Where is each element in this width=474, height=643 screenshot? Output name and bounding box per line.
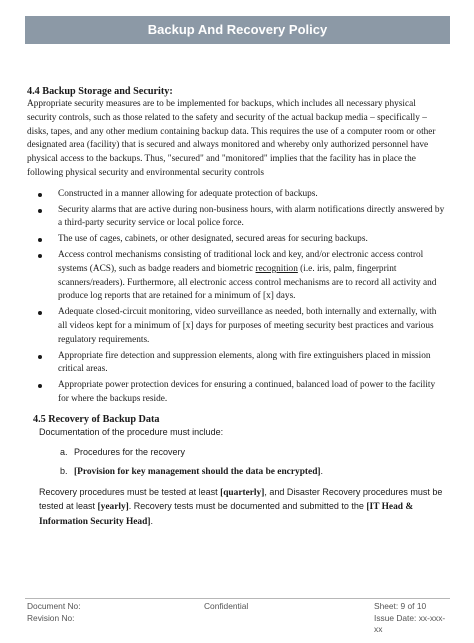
list-item: Adequate closed-circuit monitoring, video surveillance as needed, both internally and externally, with all videos kept for a minimum of [x] days for purposes of meeting security best practices and various regulatory requirements.: [27, 306, 447, 347]
list-item: Constructed in a manner allowing for adequate protection of backups.: [27, 188, 447, 202]
issue-date: Issue Date: xx-xxx-xx: [374, 612, 446, 634]
underlined-word: recognition: [255, 263, 298, 274]
document-body: [27, 85, 447, 529]
documentation-requirement: Documentation of the procedure must include:: [39, 426, 224, 437]
bullet-icon: [38, 355, 42, 359]
bullet-icon: [38, 193, 42, 197]
list-item: Appropriate fire detection and suppression elements, along with fire extinguishers placed in mission critical areas.: [27, 350, 447, 378]
list-item: Appropriate power protection devices for ensuring a continued, balanced load of power to the facility for where the backups reside.: [27, 379, 447, 407]
list-item: Security alarms that are active during non-business hours, with alarm notifications directly answered by a third-party security service or local police force.: [27, 204, 447, 232]
footer-divider: [25, 598, 450, 599]
page-footer: [27, 601, 447, 634]
item-letter: b.: [60, 466, 68, 477]
bullet-icon: [38, 238, 42, 242]
section-4-4-intro: Appropriate security measures are to be implemented for backups, which includes all necessary physical security controls, such as those related to the safety and security of the actual backup media – specifically – disks, tapes, and any other medium containing backup data. This requires the use of a computer room or other designated area (facility) that is secured and always monitored and whereby only authorized personnel have physical access to the backups. Thus, "secured" and "monitored" implies that the facility has in place the following physical security and environmental security controls: [27, 99, 436, 178]
item-letter: a.: [60, 446, 68, 457]
list-item: a. Procedures for the recovery: [27, 446, 447, 460]
recovery-testing-paragraph: Recovery procedures must be tested at least [quarterly], and Disaster Recovery procedures must be tested at least [yearly]. Recovery tests must be documented and submitted to the [IT Head & Information Security Head].: [39, 487, 443, 527]
bullet-icon: [38, 254, 42, 258]
document-title: Backup And Recovery Policy: [147, 22, 328, 37]
document-title-banner: [25, 16, 450, 44]
bullet-icon: [38, 384, 42, 388]
section-heading-4-4: 4.4 Backup Storage and Security:: [27, 86, 173, 97]
bullet-icon: [38, 209, 42, 213]
security-controls-list: [27, 188, 447, 407]
classification-label: Confidential: [204, 601, 249, 611]
revision-number-label: Revision No:: [27, 612, 75, 623]
bullet-icon: [38, 311, 42, 315]
list-item: The use of cages, cabinets, or other designated, secured areas for securing backups.: [27, 233, 447, 247]
section-heading-4-5: 4.5 Recovery of Backup Data: [33, 413, 160, 425]
documentation-items-list: [27, 446, 447, 481]
list-item: b. [Provision for key management should the data be encrypted].: [60, 466, 324, 478]
list-item: Access control mechanisms consisting of traditional lock and key, and/or electronic access control systems (ACS), such as badge readers and biometric recognition (i.e. iris, palm, fingerprint scanners/readers). Furthermore, all electronic access control mechanisms are to record all activity and produce log reports that are retained for a minimum of [x] days.: [27, 249, 447, 304]
document-number-label: Document No:: [27, 601, 81, 611]
sheet-number: Sheet: 9 of 10: [374, 601, 427, 611]
